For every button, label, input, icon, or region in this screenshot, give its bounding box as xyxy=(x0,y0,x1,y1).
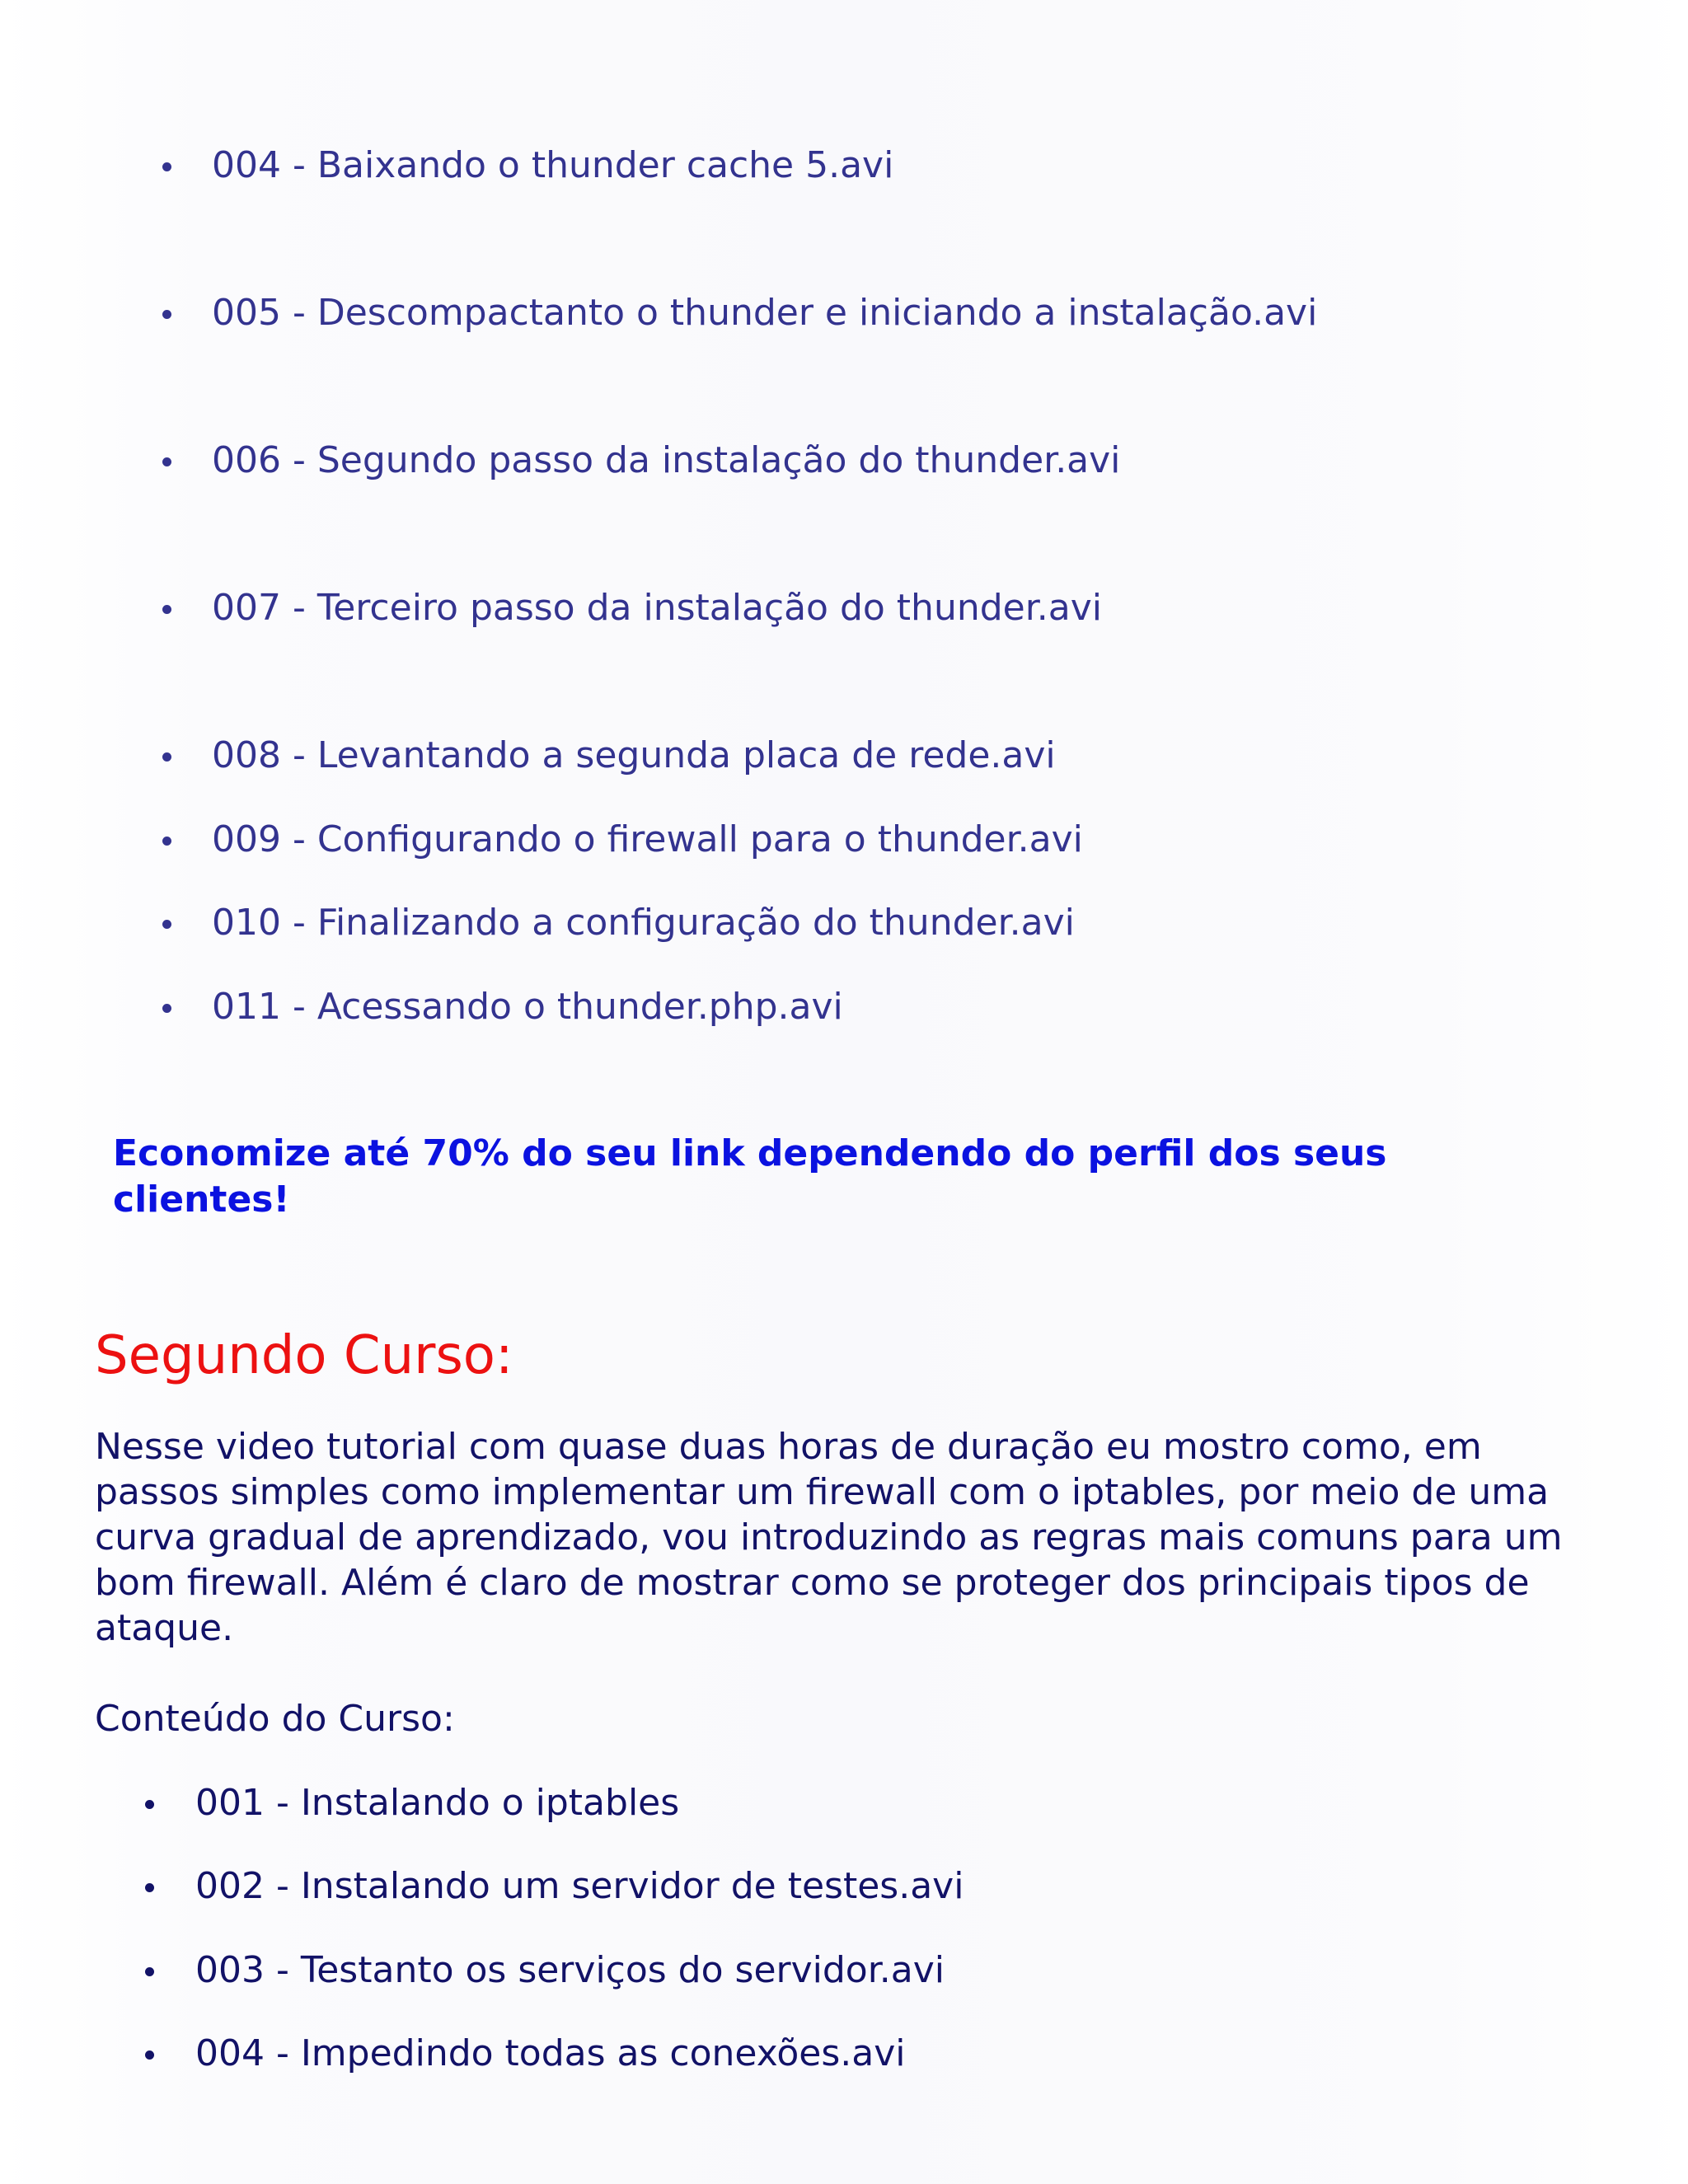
list-item-text: 010 - Finalizando a configuração do thunder.avi xyxy=(212,902,1075,944)
content-label: Conteúdo do Curso: xyxy=(95,1698,455,1740)
list-item-text: 006 - Segundo passo da instalação do thunder.avi xyxy=(212,439,1121,481)
bullet-icon xyxy=(145,1800,154,1809)
list-item-text: 007 - Terceiro passo da instalação do thunder.avi xyxy=(212,587,1102,629)
list-item-text: 009 - Configurando o firewall para o thunder.avi xyxy=(212,818,1083,860)
list-item-text: 004 - Baixando o thunder cache 5.avi xyxy=(212,144,894,186)
bullet-icon xyxy=(145,2050,154,2060)
bullet-icon xyxy=(162,837,171,846)
promo-text: Economize até 70% do seu link dependendo do perfil dos seus clientes! xyxy=(113,1132,1387,1221)
bullet-icon xyxy=(145,1883,154,1892)
bullet-icon xyxy=(162,1004,171,1013)
list-item-text: 005 - Descompactanto o thunder e iniciando a instalação.avi xyxy=(212,292,1318,334)
list-item-text: 008 - Levantando a segunda placa de rede.avi xyxy=(212,734,1056,776)
list-item-text: 011 - Acessando o thunder.php.avi xyxy=(212,986,843,1028)
bullet-icon xyxy=(145,1967,154,1976)
course-description: Nesse video tutorial com quase duas horas de duração eu mostro como, em passos simples como implementar um firewall com o iptables, por meio de uma curva gradual de aprendizado, vou introduzindo as regras mais comuns para um bom firewall. Além é claro de mostrar como se proteger dos principais tipos de ataque. xyxy=(95,1426,1563,1649)
list-item-text: 004 - Impedindo todas as conexões.avi xyxy=(195,2032,906,2074)
bullet-icon xyxy=(162,310,171,319)
bullet-icon xyxy=(162,457,171,466)
list-item-text: 001 - Instalando o iptables xyxy=(195,1782,680,1824)
bullet-icon xyxy=(162,752,171,762)
section-title: Segundo Curso: xyxy=(95,1325,513,1386)
list-item-text: 003 - Testanto os serviços do servidor.avi xyxy=(195,1949,945,1991)
bullet-icon xyxy=(162,605,171,614)
list-item-text: 002 - Instalando um servidor de testes.avi xyxy=(195,1865,964,1907)
bullet-icon xyxy=(162,920,171,929)
bullet-icon xyxy=(162,162,171,171)
